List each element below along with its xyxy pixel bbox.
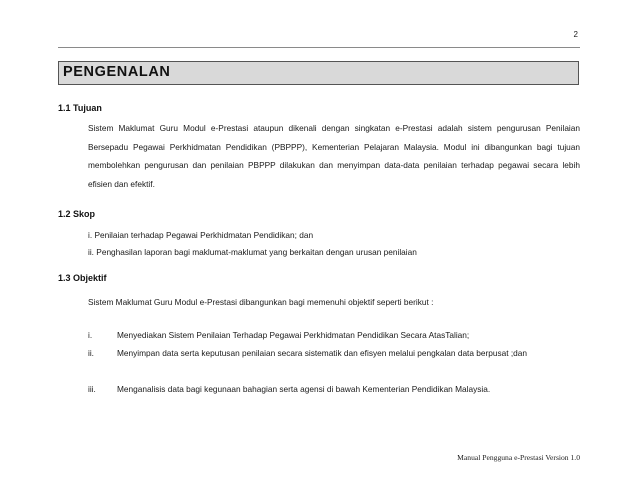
- objektif-item-3-text: Menganalisis data bagi kegunaan bahagian serta agensi di bawah Kementerian Pendidikan Malaysia.: [117, 384, 491, 394]
- section-title: PENGENALAN: [63, 64, 171, 80]
- tujuan-paragraph: Sistem Maklumat Guru Modul e-Prestasi ataupun dikenali dengan singkatan e-Prestasi adalah sistem pengurusan Penilaian Bersepadu Pegawai Perkhidmatan Pendidikan (PBPPP), Kementerian Pelajaran Malaysia. Modul ini dibangunkan bagi tujuan membolehkan pengurusan dan penilaian PBPPP dilakukan dan menyimpan data-data penilaian terhadap pegawai secara lebih efisien dan efektif.: [88, 123, 580, 189]
- objektif-heading: 1.3 Objektif: [58, 273, 107, 283]
- objektif-intro: Sistem Maklumat Guru Modul e-Prestasi dibangunkan bagi memenuhi objektif seperti berikut :: [88, 297, 434, 307]
- skop-item-2: ii. Penghasilan laporan bagi maklumat-maklumat yang berkaitan dengan urusan penilaian: [88, 247, 417, 257]
- header-divider: [58, 47, 580, 48]
- page-number: 2: [573, 30, 578, 39]
- objektif-item-3-number: iii.: [88, 384, 96, 394]
- skop-item-1: i. Penilaian terhadap Pegawai Perkhidmatan Pendidikan; dan: [88, 230, 314, 240]
- objektif-item-2-text: Menyimpan data serta keputusan penilaian secara sistematik dan efisyen melalui pengkalan data berpusat ;dan: [117, 348, 528, 358]
- objektif-item-2-number: ii.: [88, 348, 94, 358]
- footer-text: Manual Pengguna e-Prestasi Version 1.0: [457, 453, 580, 462]
- objektif-item-1-text: Menyediakan Sistem Penilaian Terhadap Pegawai Perkhidmatan Pendidikan Secara AtasTalian;: [117, 330, 470, 340]
- tujuan-heading: 1.1 Tujuan: [58, 103, 102, 113]
- objektif-item-1-number: i.: [88, 330, 93, 340]
- section-header: [58, 61, 579, 85]
- skop-heading: 1.2 Skop: [58, 209, 96, 219]
